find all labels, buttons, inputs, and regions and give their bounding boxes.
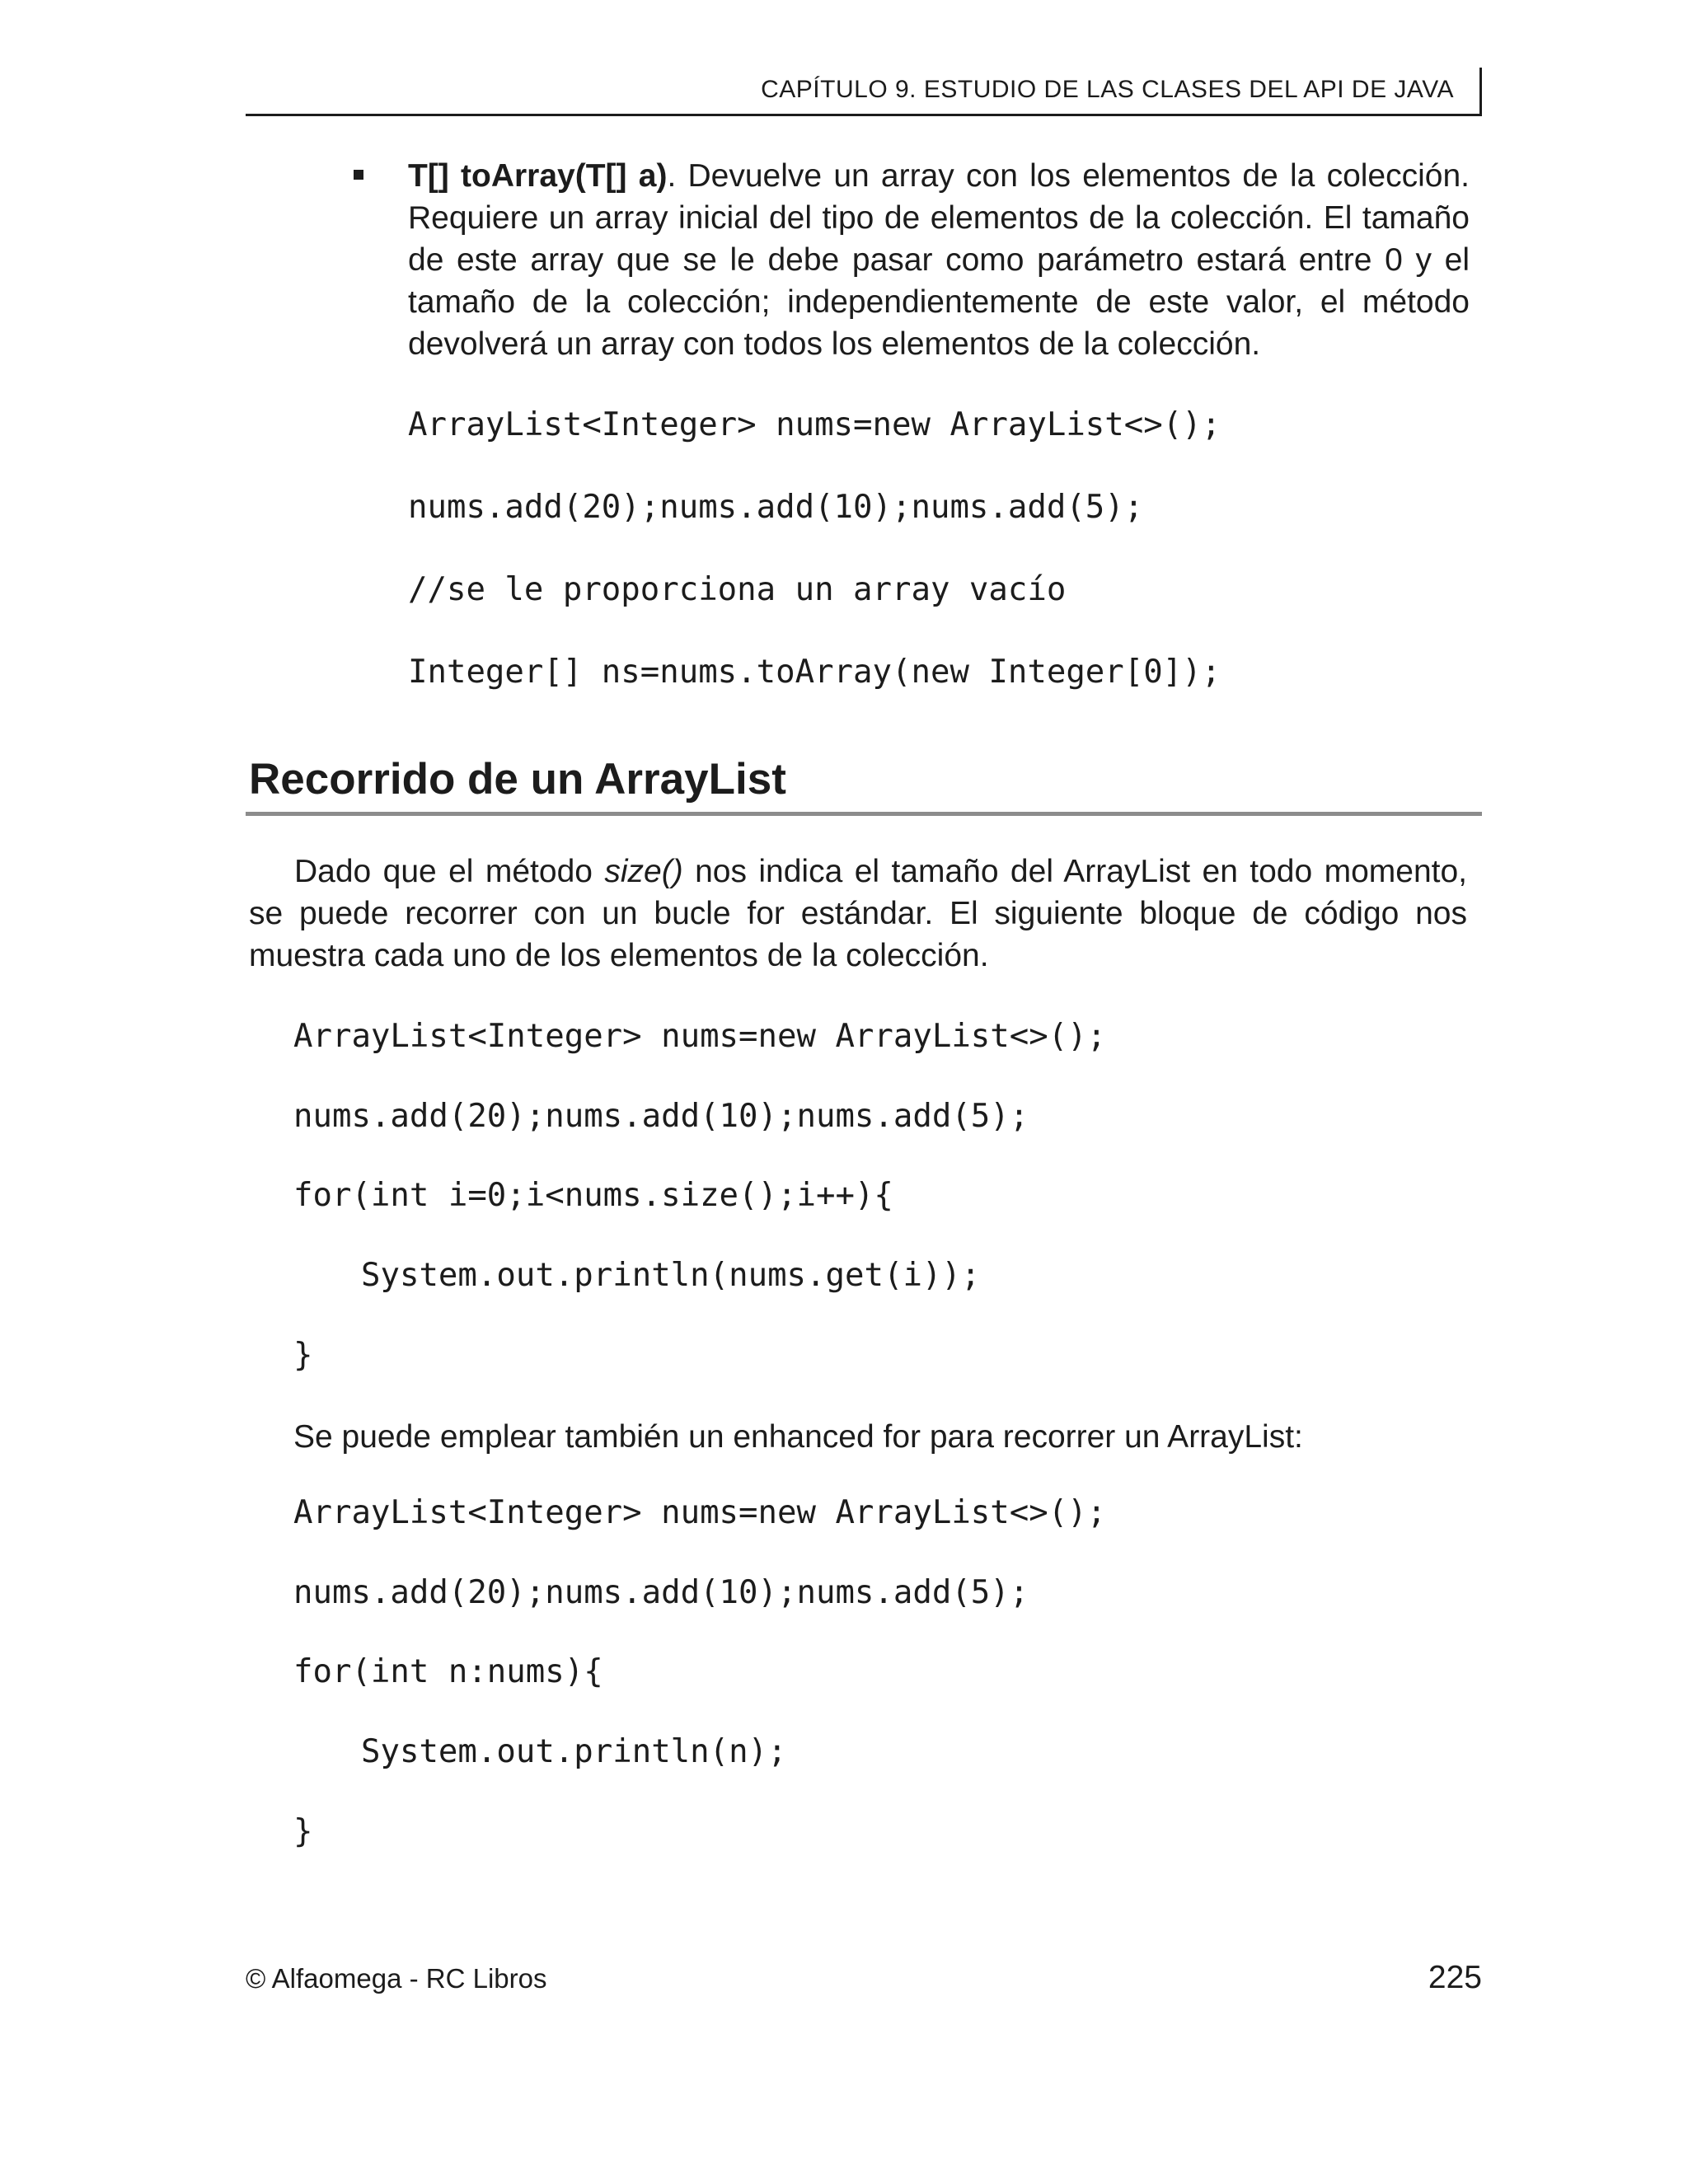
bullet-text bbox=[408, 155, 1470, 365]
method-signature: T[] toArray(T[] a) bbox=[408, 158, 668, 194]
page-number: 225 bbox=[1428, 1960, 1482, 1995]
code-line: for(int i=0;i<nums.size();i++){ bbox=[293, 1177, 893, 1214]
code-line: } bbox=[293, 1813, 313, 1850]
bullet-item-toarray bbox=[350, 155, 1484, 365]
code-line: System.out.println(nums.get(i)); bbox=[361, 1257, 981, 1294]
square-bullet-icon bbox=[354, 170, 363, 180]
section-heading bbox=[246, 754, 1482, 816]
header-vertical-rule bbox=[1479, 68, 1482, 114]
paragraph-size-intro bbox=[249, 851, 1467, 977]
paragraph-text: nos indica el tamaño del ArrayList en todo momento, se puede recorrer con un bucle for estándar. El siguiente bloque de código nos muestra cada uno de los elementos de la colección. bbox=[249, 854, 1467, 973]
code-line: for(int n:nums){ bbox=[293, 1653, 603, 1690]
code-comment-line: //se le proporciona un array vacío bbox=[408, 571, 1067, 608]
running-header bbox=[246, 68, 1482, 116]
code-line: nums.add(20);nums.add(10);nums.add(5); bbox=[408, 489, 1144, 526]
code-line: ArrayList<Integer> nums=new ArrayList<>(); bbox=[408, 406, 1221, 443]
code-line: ArrayList<Integer> nums=new ArrayList<>(); bbox=[293, 1018, 1107, 1055]
running-header-title: CAPÍTULO 9. ESTUDIO DE LAS CLASES DEL API DE JAVA bbox=[761, 76, 1454, 103]
code-line: Integer[] ns=nums.toArray(new Integer[0]); bbox=[408, 654, 1221, 691]
footer-publisher: © Alfaomega - RC Libros bbox=[246, 1963, 547, 1994]
inline-method-name: size() bbox=[604, 854, 683, 889]
paragraph-enhanced-for: Se puede emplear también un enhanced for para recorrer un ArrayList: bbox=[293, 1419, 1303, 1455]
code-line: System.out.println(n); bbox=[361, 1733, 787, 1770]
code-line: } bbox=[293, 1337, 313, 1374]
section-title: Recorrido de un ArrayList bbox=[249, 755, 786, 804]
code-line: ArrayList<Integer> nums=new ArrayList<>(); bbox=[293, 1494, 1107, 1531]
code-line: nums.add(20);nums.add(10);nums.add(5); bbox=[293, 1098, 1029, 1135]
code-line: nums.add(20);nums.add(10);nums.add(5); bbox=[293, 1574, 1029, 1611]
method-description: . Devuelve un array con los elementos de la colección. Requiere un array inicial del tipo de elementos de la colección. El tamaño de este array que se le debe pasar como parámetro estará entre 0 y el tamaño de la colección; independientemente de este valor, el método devolverá un array con todos los elementos de la colección. bbox=[408, 158, 1470, 362]
paragraph-text: Dado que el método bbox=[294, 854, 605, 889]
